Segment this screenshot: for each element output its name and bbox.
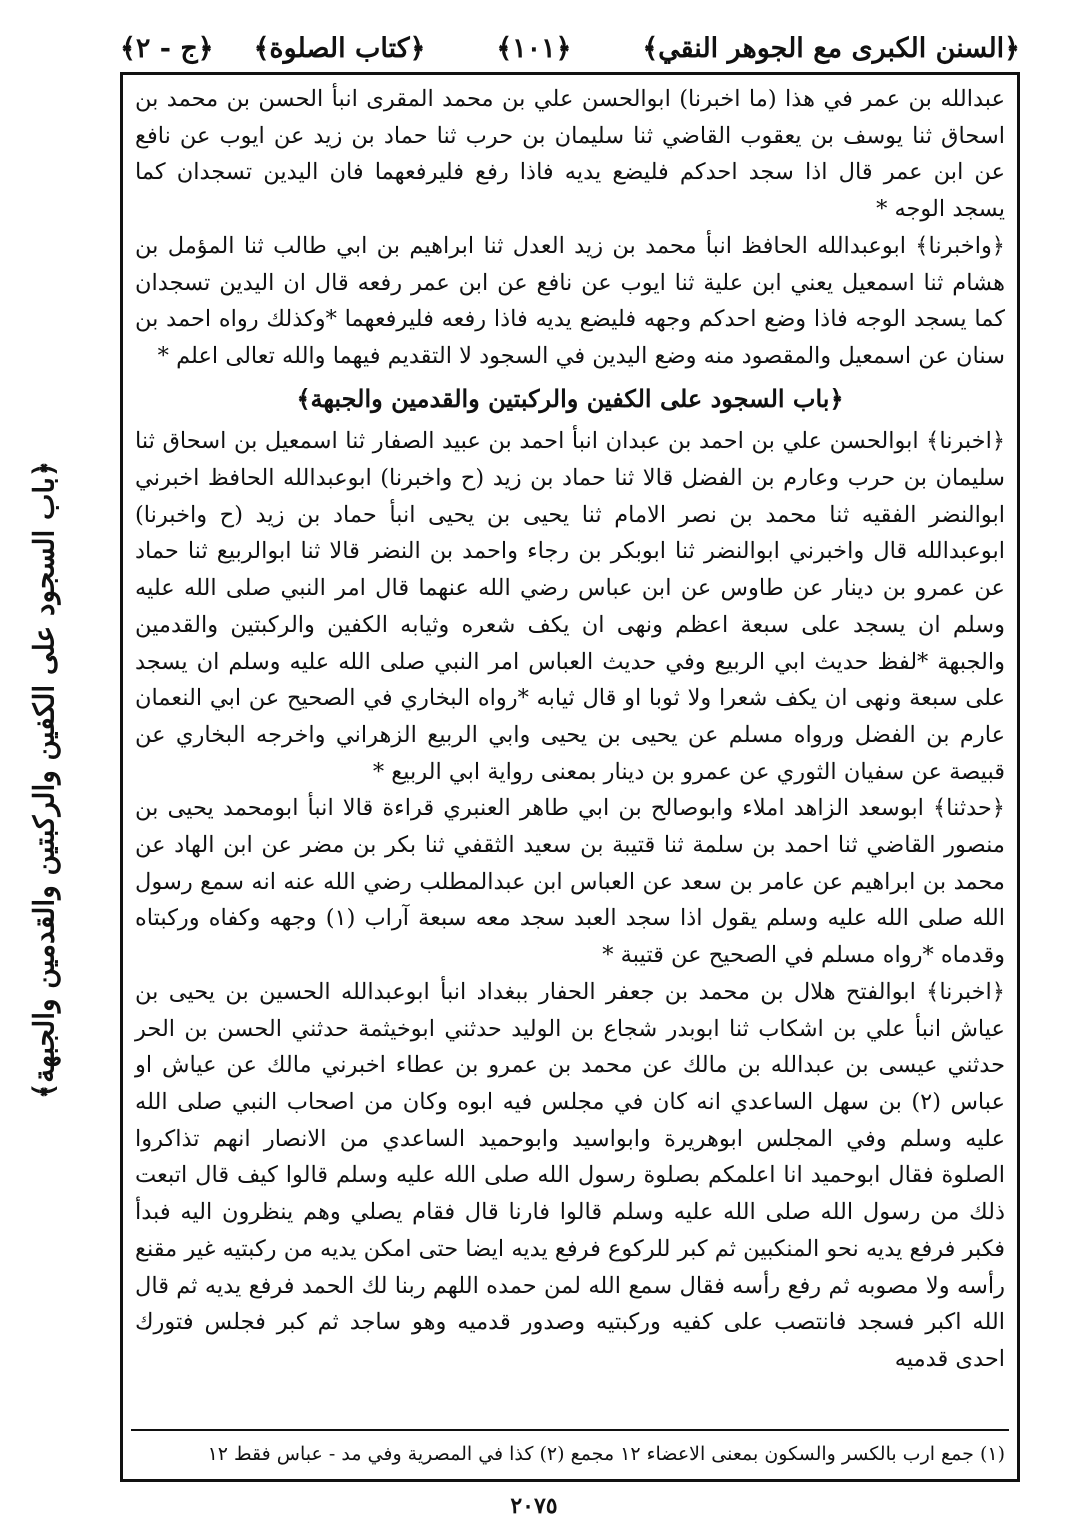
footnote-divider — [131, 1429, 1009, 1431]
book-title: ﴿السنن الكبرى مع الجوهر النقي﴾ — [642, 32, 1020, 64]
running-header — [120, 26, 1020, 70]
chapter-volume — [120, 33, 425, 64]
chapter-title: ﴿كتاب الصلوة﴾ — [253, 32, 426, 64]
paragraph-2: ﴿واخبرنا﴾ ابوعبدالله الحافظ انبأ محمد بن زيد العدل ثنا ابراهيم بن ابي طالب ثنا المؤمل بن هشام ثنا اسمعيل يعني ابن علية ثنا ايوب عن نافع عن ابن عمر رفعه قال ان اليدين تسجدان كما يسجد الوجه فاذا وضع احدكم وجهه فليضع يديه فاذا رفعه فليرفعهما *وكذلك رواه احمد بن سنان عن اسمعيل والمقصود منه وضع اليدين في السجود لا التقديم فيهما والله تعالى اعلم * — [135, 232, 1005, 369]
section-heading: ﴿باب السجود على الكفين والركبتين والقدمين والجبهة﴾ — [296, 383, 844, 413]
volume-label: ﴿ج - ٢﴾ — [120, 32, 214, 64]
paragraph-4: ﴿حدثنا﴾ ابوسعد الزاهد املاء وابوصالح بن ابي طاهر العنبري قراءة قالا انبأ ابومحمد يحيى بن منصور القاضي ثنا احمد بن سلمة ثنا قتيبة بن سعيد الثقفي ثنا بكر بن مضر عن ابن الهاد عن محمد بن ابراهيم عن عامر بن سعد عن العباس ابن عبدالمطلب رضي الله عنه انه سمع رسول الله صلى الله عليه وسلم يقول اذا سجد العبد سجد معه سبعة آراب (١) وجهه وكفاه وركبتاه وقدماه *رواه مسلم في الصحيح عن قتيبة * — [135, 795, 1005, 969]
paragraph-1: عبدالله بن عمر في هذا (ما اخبرنا) ابوالحسن علي بن محمد المقرى انبأ الحسن بن محمد بن اسحاق ثنا يوسف بن يعقوب القاضي ثنا سليمان بن حرب ثنا حماد بن زيد عن ايوب عن نافع عن ابن عمر قال اذا سجد احدكم فليضع يديه فاذا رفع فليرفعهما فان اليدين تسجدان كما يسجد الوجه * — [135, 86, 1005, 223]
page-number: ٢٠٧٥ — [510, 1493, 558, 1519]
page-number-header: ﴿١٠١﴾ — [496, 32, 572, 64]
footnote: (١) جمع ارب بالكسر والسكون بمعنى الاعضاء ١٢ مجمع (٢) كذا في المصرية وفي مد - عباس فقط ١٢ — [207, 1443, 1005, 1465]
main-text — [135, 81, 1005, 1378]
page-frame — [120, 72, 1020, 1482]
paragraph-3: ﴿اخبرنا﴾ ابوالحسن علي بن احمد بن عبدان انبأ احمد بن عبيد الصفار ثنا اسمعيل بن اسحاق ثنا سليمان بن حرب وعارم بن الفضل قالا ثنا حماد بن زيد (ح واخبرنا) ابوعبدالله الحافظ اخبرني ابوالنضر الفقيه ثنا محمد بن نصر الامام ثنا يحيى بن يحيى انبأ حماد بن زيد (ح واخبرنا) ابوعبدالله قال واخبرني ابوالنضر ثنا ابوبكر بن رجاء واحمد بن النضر قالا ثنا ابوالربيع ثنا حماد عن عمرو بن دينار عن طاوس عن ابن عباس رضي الله عنهما قال امر النبي صلى الله عليه وسلم ان يسجد على سبعة اعظم ونهى ان يكف شعره وثيابه الكفين والركبتين والقدمين والجبهة *لفظ حديث ابي الربيع وفي حديث العباس امر النبي صلى الله عليه وسلم ان يسجد على سبعة ونهى ان يكف شعرا ولا ثوبا او قال ثيابه *رواه البخاري في الصحيح عن ابي النعمان عارم بن الفضل ورواه مسلم عن يحيى بن يحيى وابي الربيع الزهراني واخرجه البخاري عن قبيصة عن سفيان الثوري عن عمرو بن دينار بمعنى رواية ابي الربيع * — [135, 428, 1005, 785]
paragraph-5: ﴿اخبرنا﴾ ابوالفتح هلال بن محمد بن جعفر الحفار ببغداد انبأ ابوعبدالله الحسين بن يحيى بن عياش انبأ علي بن اشكاب ثنا ابوبدر شجاع بن الوليد حدثني ابوخيثمة حدثني الحسن بن الحر حدثني عيسى بن عبدالله بن مالك عن محمد بن عمرو بن عطاء اخبرني مالك عن عياش او عباس (٢) بن سهل الساعدي انه كان في مجلس فيه ابوه وكان من اصحاب النبي صلى الله عليه وسلم وفي المجلس ابوهريرة وابواسيد وابوحميد الساعدي من الانصار انهم تذاكروا الصلوة فقال ابوحميد انا اعلمكم بصلوة رسول الله صلى الله عليه وسلم قالوا كيف قال اتبعت ذلك من رسول الله صلى الله عليه وسلم قالوا فارنا قال فقام يصلي وهم ينظرون اليه فبدأ فكبر فرفع يديه نحو المنكبين ثم كبر للركوع فرفع يديه ايضا حتى امكن يديه من ركبتيه غير مقنع رأسه ولا مصوبه ثم رفع رأسه فقال سمع الله لمن حمده اللهم ربنا لك الحمد فرفع يديه ثم قال الله اكبر فسجد فانتصب على كفيه وركبتيه وصدور قدميه وهو ساجد ثم كبر فجلس فتورك احدى قدميه — [135, 978, 1005, 1372]
